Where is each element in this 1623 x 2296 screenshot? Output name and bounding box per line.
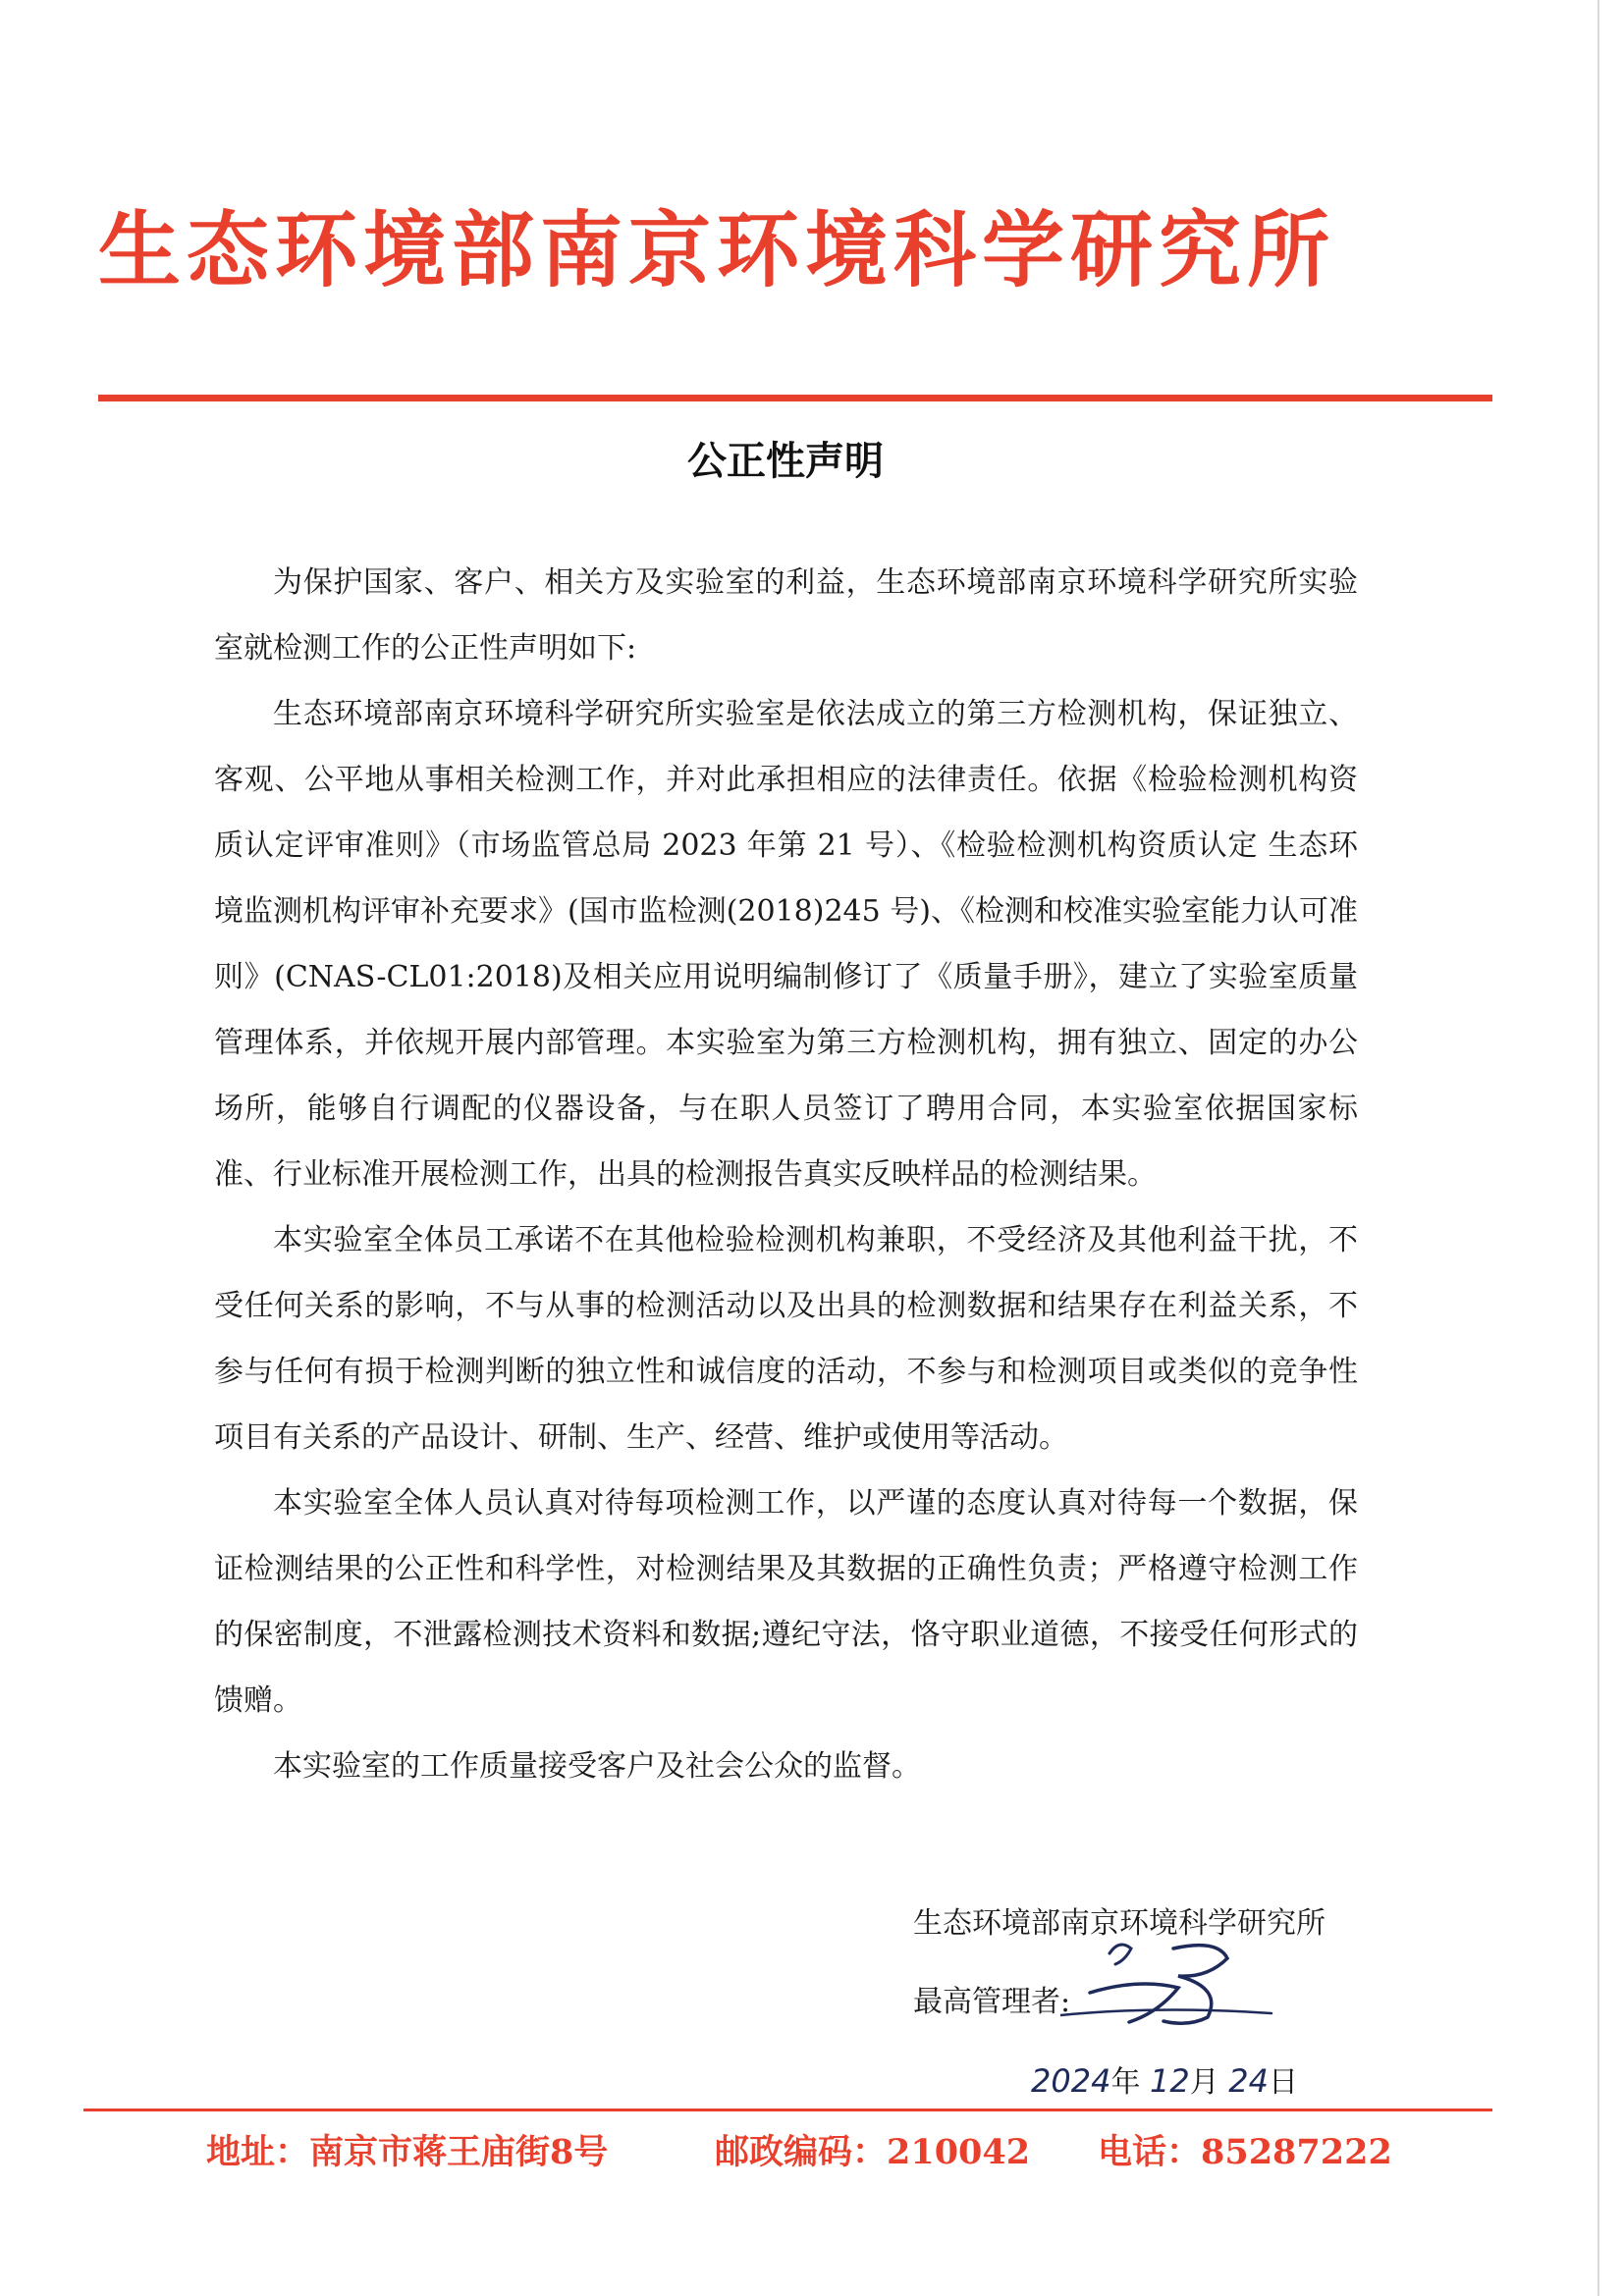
paragraph-2: 生态环境部南京环境科学研究所实验室是依法成立的第三方检测机构，保证独立、客观、公平地从事相关检测工作，并对此承担相应的法律责任。依据《检验检测机构资质认定评审准则》（市场监管总局 2023 年第 21 号）、《检验检测机构资质认定 生态环境监测机构评审补充要求》(国市监检测(2018)245 号)、《检测和校准实验室能力认可准则》(CNAS-CL01:2018)及相关应用说明编制修订了《质量手册》，建立了实验室质量管理体系，并依规开展内部管理。本实验室为第三方检测机构，拥有独立、固定的办公场所，能够自行调配的仪器设备，与在职人员签订了聘用合同，本实验室依据国家标准、行业标准开展检测工作，出具的检测报告真实反映样品的检测结果。 <box>214 697 1358 1192</box>
document-body <box>214 550 1358 1799</box>
date-day-unit: 日 <box>1268 2065 1298 2100</box>
paragraph-5: 本实验室的工作质量接受客户及社会公众的监督。 <box>273 1749 921 1784</box>
footer-divider <box>83 2109 1492 2111</box>
footer-phone: 电话：85287222 <box>1098 2132 1392 2172</box>
paragraph-1: 为保护国家、客户、相关方及实验室的利益，生态环境部南京环境科学研究所实验室就检测工作的公正性声明如下: <box>214 565 1358 666</box>
date-month-unit: 月 <box>1189 2065 1219 2100</box>
date-year: 2024 <box>1031 2062 1111 2100</box>
scan-edge <box>1597 0 1599 2296</box>
document-title: 公正性声明 <box>687 439 884 484</box>
contact-footer <box>206 2125 1434 2179</box>
footer-address: 地址：南京市蒋王庙街8号 <box>206 2132 609 2172</box>
paragraph-3: 本实验室全体员工承诺不在其他检验检测机构兼职，不受经济及其他利益干扰，不受任何关系的影响，不与从事的检测活动以及出具的检测数据和结果存在利益关系，不参与任何有损于检测判断的独立性和诚信度的活动，不参与和检测项目或类似的竞争性项目有关系的产品设计、研制、生产、经营、维护或使用等活动。 <box>214 1223 1358 1455</box>
organization-letterhead: 生态环境部南京环境科学研究所 <box>98 201 1336 298</box>
footer-postcode: 邮政编码：210042 <box>715 2132 1031 2172</box>
manager-label: 最高管理者: <box>913 1985 1071 2019</box>
signatory-organization: 生态环境部南京环境科学研究所 <box>913 1906 1325 1941</box>
date-day: 24 <box>1228 2062 1269 2100</box>
signature-block <box>913 1899 1424 2100</box>
paragraph-4: 本实验室全体人员认真对待每项检测工作，以严谨的态度认真对待每一个数据，保证检测结果的公正性和科学性，对检测结果及其数据的正确性负责；严格遵守检测工作的保密制度，不泄露检测技术资料和数据;遵纪守法，恪守职业道德，不接受任何形式的馈赠。 <box>214 1486 1358 1718</box>
handwritten-signature <box>1060 1919 1276 2037</box>
date-year-unit: 年 <box>1110 2065 1141 2100</box>
date-month: 12 <box>1149 2062 1190 2100</box>
header-divider <box>98 395 1492 401</box>
signature-date <box>1031 2056 1298 2108</box>
